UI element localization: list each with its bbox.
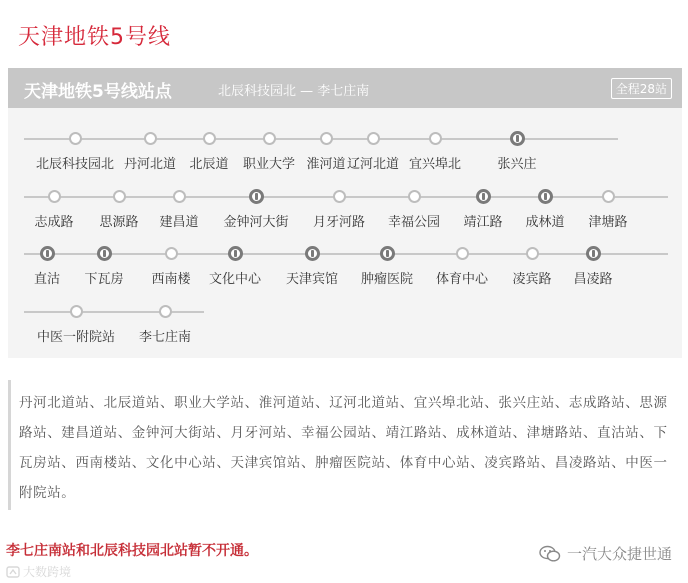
- station-item: [558, 190, 658, 230]
- station-name: 昌凌路: [573, 272, 613, 287]
- transfer-station-node-icon: [380, 246, 395, 261]
- station-node-icon: [69, 132, 82, 145]
- station-item: [543, 247, 643, 287]
- watermark-logo-icon: [6, 566, 20, 578]
- transfer-station-node-icon: [586, 246, 601, 261]
- station-node-icon: [203, 132, 216, 145]
- transfer-station-node-icon: [476, 189, 491, 204]
- station-name: 丹河北道: [123, 157, 176, 172]
- station-item: [115, 305, 215, 345]
- watermark-left-text: 大数跨境: [23, 565, 72, 579]
- watermark-right-text: 一汽大众捷世通: [566, 545, 672, 563]
- station-name: 下瓦房: [84, 272, 124, 287]
- station-list-note: [8, 380, 682, 510]
- transfer-station-node-icon: [40, 246, 55, 261]
- station-name: 靖江路: [463, 215, 503, 230]
- station-name: 张兴庄: [497, 157, 537, 172]
- station-name: 北辰道: [189, 157, 229, 172]
- station-name: 西南楼: [151, 272, 191, 287]
- station-node-icon: [165, 247, 178, 260]
- station-name: 成林道: [525, 215, 565, 230]
- station-name: 凌宾路: [512, 272, 552, 287]
- station-node-icon: [429, 132, 442, 145]
- station-node-icon: [456, 247, 469, 260]
- station-node-icon: [173, 190, 186, 203]
- station-node-icon: [263, 132, 276, 145]
- station-node-icon: [333, 190, 346, 203]
- transfer-station-node-icon: [97, 246, 112, 261]
- watermark-left: [6, 563, 71, 580]
- station-name: 辽河北道: [346, 157, 399, 172]
- station-name: 天津宾馆: [285, 272, 338, 287]
- station-node-icon: [48, 190, 61, 203]
- station-list-text: 丹河北道站、北辰道站、职业大学站、淮河道站、辽河北道站、宜兴埠北站、张兴庄站、志成路站、思源路站、建昌道站、金钟河大街站、月牙河站、幸福公园站、靖江路站、成林道站、津塘路站、直沽站、下瓦房站、西南楼站、文化中心站、天津宾馆站、肿瘤医院站、体育中心站、凌宾路站、昌凌路站、中医一附院站。: [19, 395, 668, 501]
- transfer-station-node-icon: [538, 189, 553, 204]
- station-name: 志成路: [34, 215, 74, 230]
- station-name: 文化中心: [208, 272, 261, 287]
- station-count-badge: 全程28站: [611, 78, 672, 99]
- station-node-icon: [367, 132, 380, 145]
- station-node-icon: [70, 305, 83, 318]
- panel-title: 天津地铁5号线站点: [24, 82, 172, 102]
- station-node-icon: [159, 305, 172, 318]
- station-name: 津塘路: [588, 215, 628, 230]
- panel-route: 北辰科技园北 — 李七庄南: [218, 84, 370, 99]
- station-item: [26, 305, 126, 345]
- panel-header: [8, 68, 682, 108]
- line-panel: [8, 68, 682, 358]
- warning-text: 李七庄南站和北辰科技园北站暂不开通。: [6, 543, 258, 559]
- station-name: 直沽: [33, 272, 60, 287]
- station-name: 金钟河大街: [223, 215, 289, 230]
- station-name: 体育中心: [435, 272, 488, 287]
- station-name: 月牙河路: [312, 215, 365, 230]
- transfer-station-node-icon: [228, 246, 243, 261]
- transfer-station-node-icon: [305, 246, 320, 261]
- transfer-station-node-icon: [510, 131, 525, 146]
- transfer-station-node-icon: [249, 189, 264, 204]
- station-node-icon: [526, 247, 539, 260]
- station-name: 幸福公园: [387, 215, 440, 230]
- page-heading: 天津地铁5号线: [18, 25, 171, 50]
- station-node-icon: [144, 132, 157, 145]
- station-node-icon: [113, 190, 126, 203]
- station-name: 淮河道: [306, 157, 346, 172]
- station-name: 北辰科技园北: [35, 157, 114, 172]
- station-name: 职业大学: [242, 157, 295, 172]
- station-name: 建昌道: [159, 215, 199, 230]
- station-name: 肿瘤医院: [360, 272, 413, 287]
- station-name: 思源路: [99, 215, 139, 230]
- station-node-icon: [602, 190, 615, 203]
- station-node-icon: [408, 190, 421, 203]
- watermark-right: [539, 543, 672, 564]
- station-name: 李七庄南: [138, 330, 191, 345]
- station-name: 中医一附院站: [36, 330, 115, 345]
- wechat-icon: [539, 545, 561, 563]
- station-name: 宜兴埠北: [408, 157, 461, 172]
- station-item: [467, 132, 567, 172]
